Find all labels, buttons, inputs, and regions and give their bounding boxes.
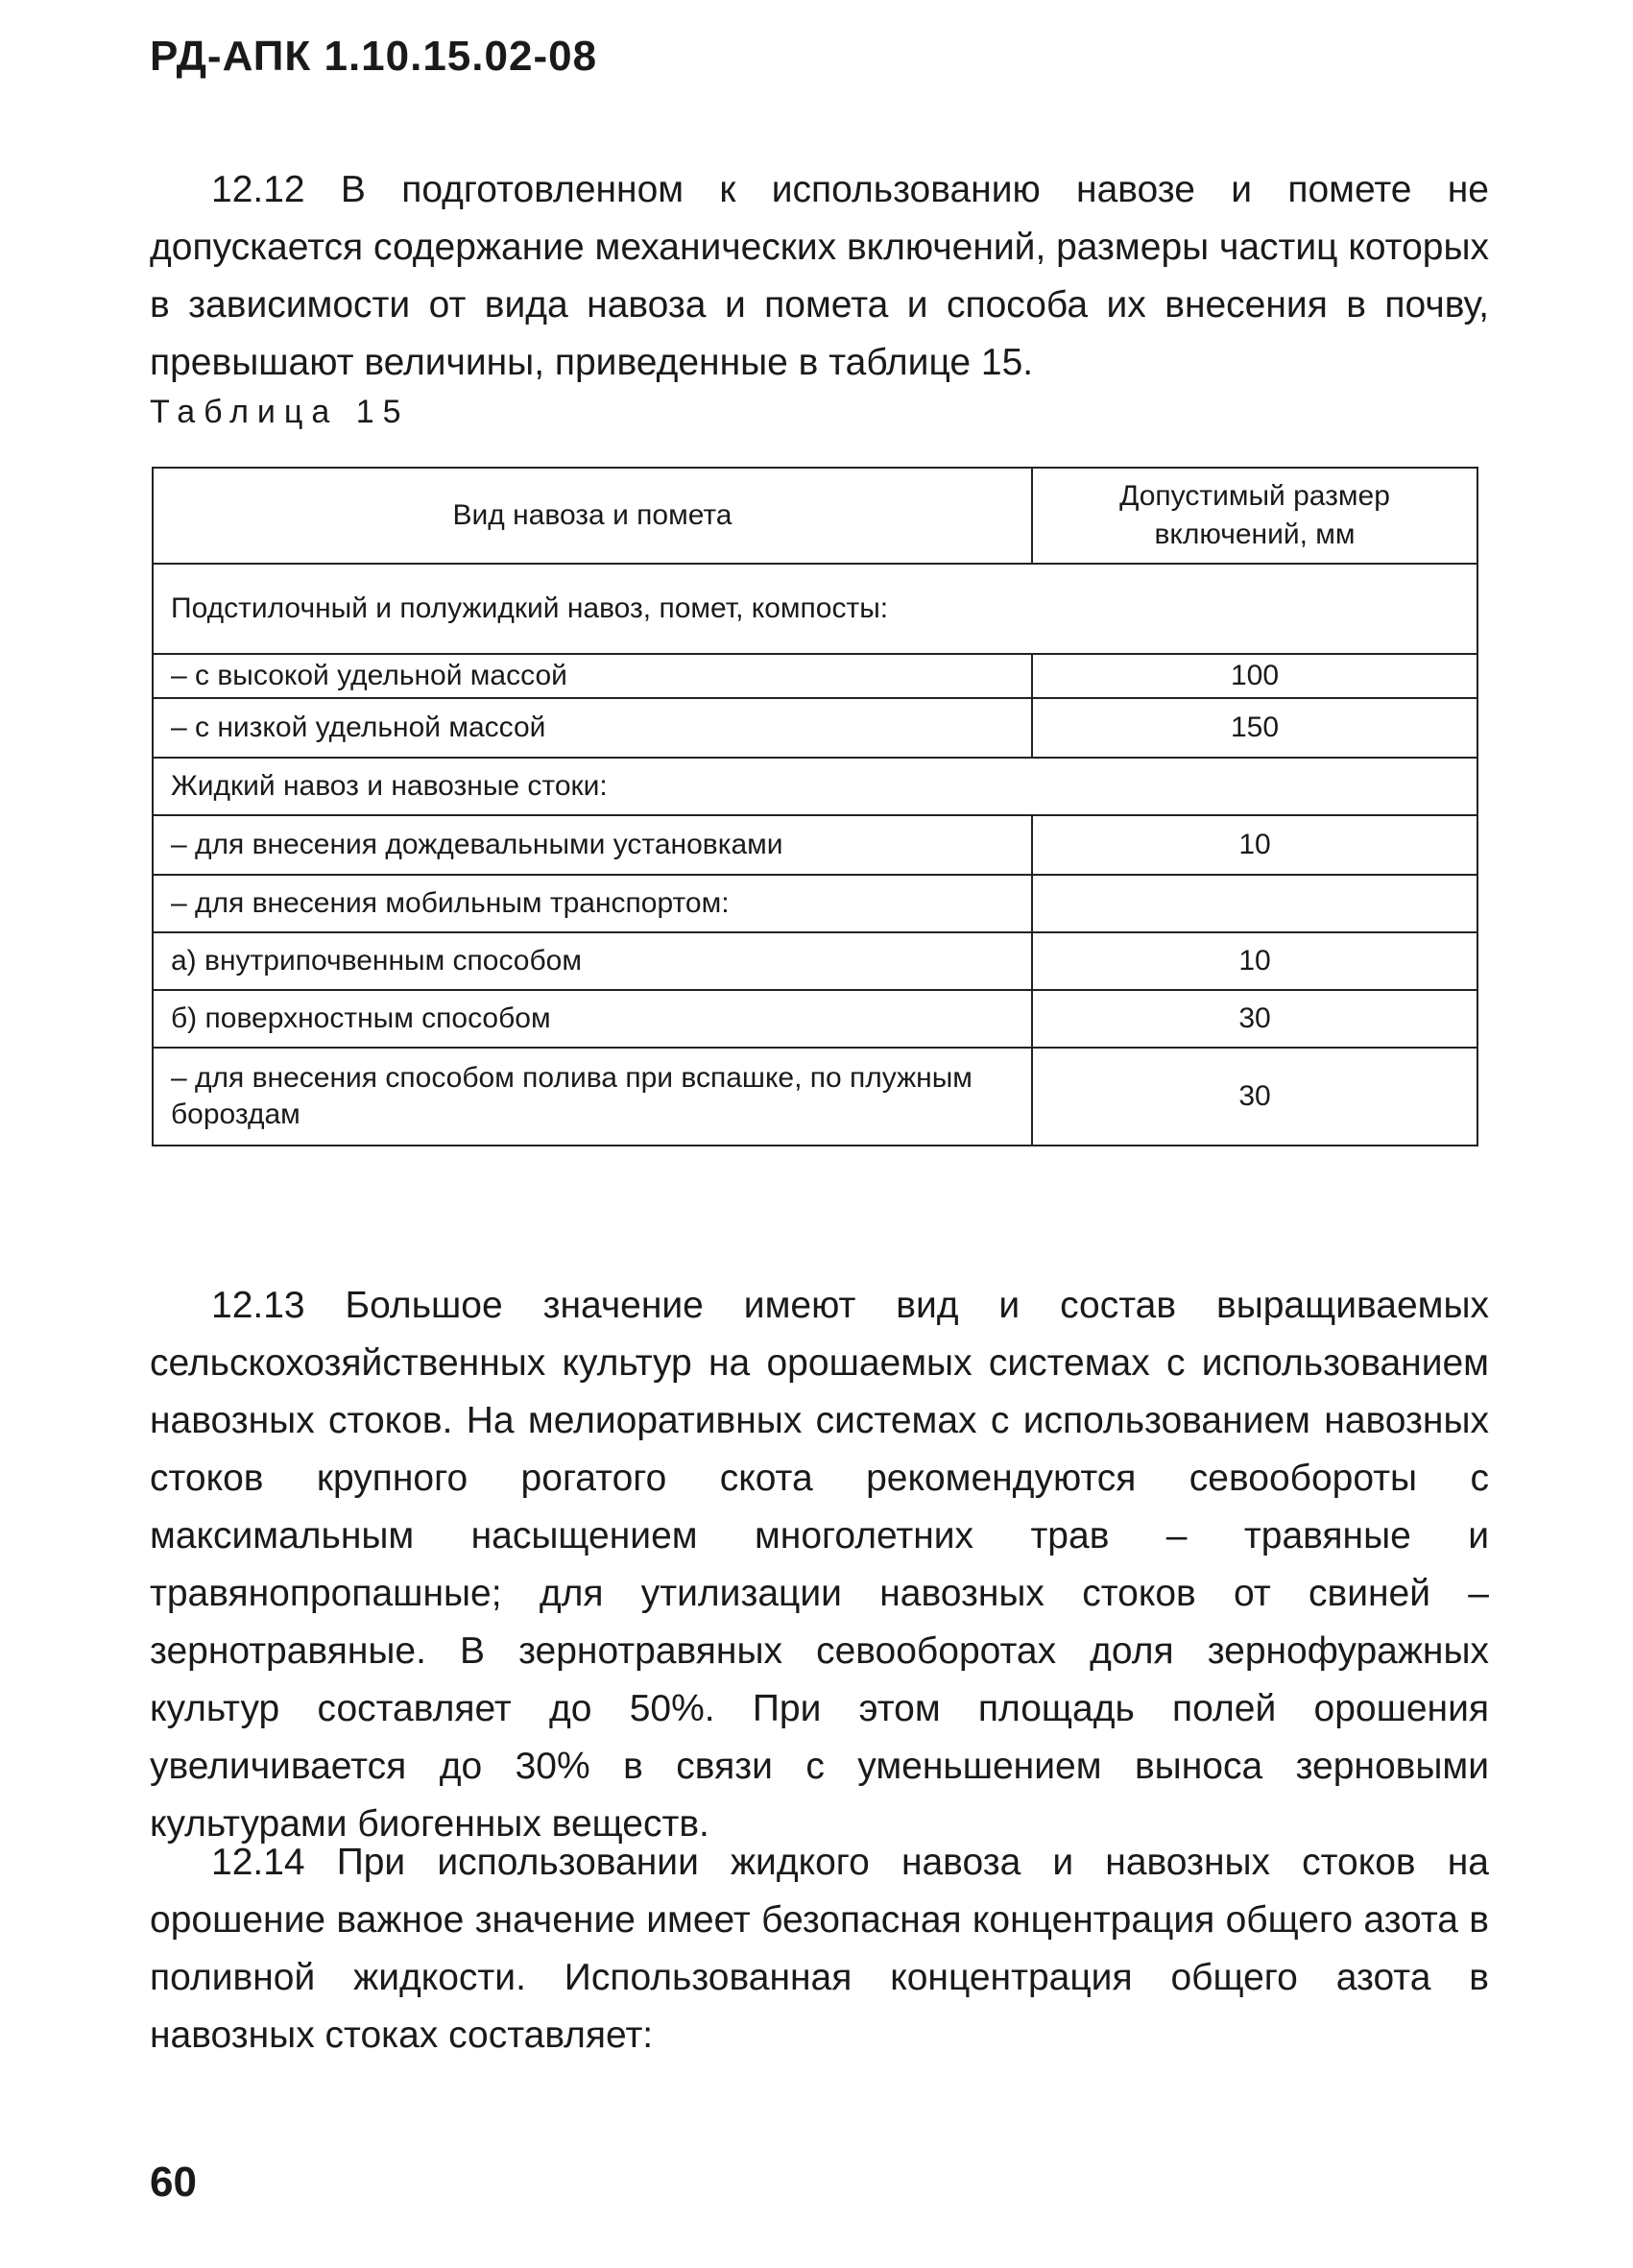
table-row xyxy=(153,990,1477,1048)
row-value: 100 xyxy=(1032,654,1477,698)
page-number: 60 xyxy=(150,2159,197,2206)
row-label: б) поверхностным способом xyxy=(153,990,1032,1048)
row-value: 30 xyxy=(1032,1048,1477,1146)
table-row xyxy=(153,815,1477,875)
row-label: а) внутрипочвенным способом xyxy=(153,932,1032,990)
paragraph-12-14: 12.14 При использовании жидкого навоза и навозных стоков на орошение важное значение имеет безопасная концентрация общего азота в поливной жидкости. Использованная концентрация общего азота в навозных стоках составляет: xyxy=(150,1842,1489,2056)
row-value: 150 xyxy=(1032,698,1477,758)
header-manure-type: Вид навоза и помета xyxy=(153,468,1032,564)
row-label: – с низкой удельной массой xyxy=(153,698,1032,758)
row-value: 10 xyxy=(1032,815,1477,875)
header-allowed-size: Допустимый размер включений, мм xyxy=(1032,468,1477,564)
row-label: – для внесения способом полива при вспашке, по плужным бороздам xyxy=(153,1048,1032,1146)
inclusions-size-table xyxy=(152,467,1478,1146)
paragraph-12-13: 12.13 Большое значение имеют вид и состав выращиваемых сельскохозяйственных культур на орошаемых системах с использованием навозных стоков. На мелиоративных системах с использованием навозных стоков крупного рогатого скота рекомендуются севообороты с максимальным насыщением многолетних трав – травяные и травянопропашные; для утилизации навозных стоков от свиней – зернотравяные. В зернотравяных севооборотах доля зернофуражных культур составляет до 50%. При этом площадь полей орошения увеличивается до 30% в связи с уменьшением выноса зерновыми культурами биогенных веществ. xyxy=(150,1285,1489,1845)
section-bedding-manure: Подстилочный и полужидкий навоз, помет, компосты: xyxy=(153,564,1477,654)
paragraph-12-12: 12.12 В подготовленном к использованию навозе и помете не допускается содержание механических включений, размеры частиц которых в зависимости от вида навоза и помета и способа их внесения в почву, превышают величины, приведенные в таблице 15. xyxy=(150,169,1489,383)
table-section-row xyxy=(153,564,1477,654)
table-caption: Таблица 15 xyxy=(150,394,410,430)
row-value: 10 xyxy=(1032,932,1477,990)
row-label: – для внесения мобильным транспортом: xyxy=(153,875,1032,932)
table-section-row xyxy=(153,758,1477,815)
row-value xyxy=(1032,875,1477,932)
table-row xyxy=(153,654,1477,698)
table-header-row xyxy=(153,468,1477,564)
section-liquid-manure: Жидкий навоз и навозные стоки: xyxy=(153,758,1477,815)
row-label: – с высокой удельной массой xyxy=(153,654,1032,698)
table-row xyxy=(153,932,1477,990)
row-label: – для внесения дождевальными установками xyxy=(153,815,1032,875)
table-row xyxy=(153,1048,1477,1146)
table-row xyxy=(153,875,1477,932)
table-row xyxy=(153,698,1477,758)
row-value: 30 xyxy=(1032,990,1477,1048)
document-code-header: РД-АПК 1.10.15.02-08 xyxy=(150,33,598,80)
